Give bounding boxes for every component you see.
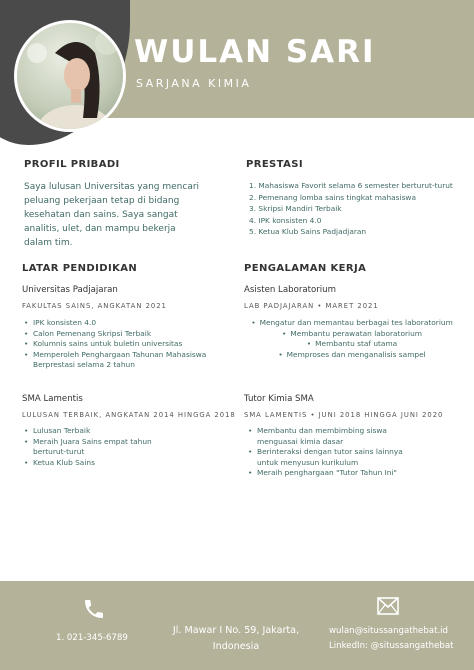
education-list	[24, 318, 209, 371]
list-item: 2. Pemenang lomba sains tingkat mahasiswa	[249, 192, 417, 202]
experience-meta: LAB PADJAJARAN • MARET 2021	[244, 302, 379, 310]
list-item: • Meraih Juara Sains empat tahun berturut-turut	[24, 437, 154, 458]
list-item: • Membantu perawatan laboratorium	[246, 329, 458, 340]
list-item: 3. Skripsi Mandiri Terbaik	[249, 204, 342, 214]
phone-number[interactable]: 1. 021-345-6789	[56, 633, 128, 643]
experience-list	[248, 426, 403, 479]
list-item: • Meraih penghargaan "Tutor Tahun Ini"	[248, 468, 403, 479]
list-item: • Membantu dan membimbing siswa menguasai kimia dasar	[248, 426, 403, 447]
profile-text: Saya lulusan Universitas yang mencari peluang pekerjaan tetap di bidang kesehatan dan sains. Saya sangat analitis, ulet, dan mampu bekerja dalam tim.	[24, 182, 200, 248]
profile-photo	[14, 20, 126, 132]
email-link[interactable]: wulan@situssangathebat.id	[329, 626, 449, 636]
list-item: 1. Mahasiswa Favorit selama 6 semester berturut-turut	[249, 181, 453, 190]
list-item: • Kolumnis sains untuk buletin universitas	[24, 339, 209, 350]
list-item: • Ketua Klub Sains	[24, 458, 154, 469]
address: Jl. Mawar I No. 59, Jakarta, Indonesia	[172, 625, 300, 652]
experience-role: Tutor Kimia SMA	[244, 394, 314, 404]
phone-icon	[82, 597, 106, 621]
envelope-icon	[377, 597, 399, 615]
experience-list	[246, 318, 458, 360]
education-list	[24, 426, 154, 468]
education-school: SMA Lamentis	[22, 394, 83, 404]
achievements-heading: PRESTASI	[246, 159, 303, 170]
list-item: 5. Ketua Klub Sains Padjadjaran	[249, 227, 367, 237]
list-item: • Mengatur dan memantau berbagai tes laboratorium	[246, 318, 458, 329]
list-item: • Berinteraksi dengan tutor sains lainnya untuk menyusun kurikulum	[248, 447, 403, 468]
experience-heading: PENGALAMAN KERJA	[244, 263, 367, 274]
experience-role: Asisten Laboratorium	[244, 285, 336, 295]
list-item: 4. IPK konsisten 4.0	[249, 215, 322, 225]
candidate-name: WULAN SARI	[134, 34, 376, 70]
list-item: • Lulusan Terbaik	[24, 426, 154, 437]
education-heading: LATAR PENDIDIKAN	[22, 263, 138, 274]
achievements-list	[249, 180, 453, 238]
list-item: • Membantu staf utama	[246, 339, 458, 350]
list-item: • Memproses dan menganalisis sampel	[246, 350, 458, 361]
education-meta: LULUSAN TERBAIK, ANGKATAN 2014 HINGGA 2018	[22, 411, 236, 419]
linkedin-link[interactable]: LinkedIn: @situssangathebat	[329, 641, 454, 651]
list-item: • Memperoleh Penghargaan Tahunan Mahasiswa Berprestasi selama 2 tahun	[24, 350, 209, 371]
list-item: • Calon Pemenang Skripsi Terbaik	[24, 329, 209, 340]
experience-meta: SMA LAMENTIS • JUNI 2018 HINGGA JUNI 2020	[244, 411, 444, 419]
candidate-title: SARJANA KIMIA	[136, 77, 252, 90]
list-item: • IPK konsisten 4.0	[24, 318, 209, 329]
education-school: Universitas Padjajaran	[22, 285, 118, 295]
education-meta: FAKULTAS SAINS, ANGKATAN 2021	[22, 302, 167, 310]
profile-heading: PROFIL PRIBADI	[24, 159, 120, 170]
